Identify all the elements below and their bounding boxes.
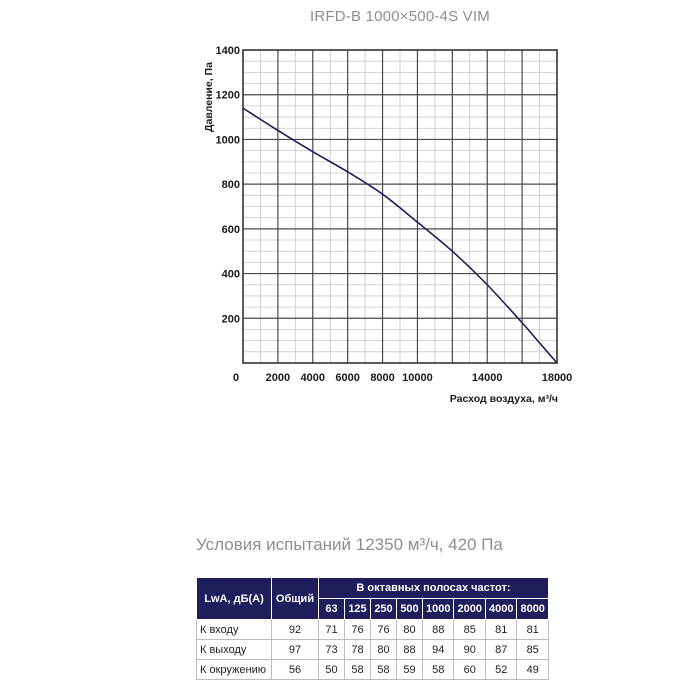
table-row [197, 660, 549, 680]
x-tick-label: 6000 [335, 372, 360, 384]
row-label: К входу [197, 620, 272, 640]
row-label: К окружению [197, 660, 272, 680]
header-total: Общий [272, 578, 319, 620]
table-row [197, 620, 549, 640]
header-lwa: LwA, дБ(А) [197, 578, 272, 620]
y-tick-label: 400 [221, 268, 240, 281]
table-row [197, 640, 549, 660]
frequency-header: 2000 [454, 599, 485, 620]
x-tick-label: 10000 [402, 372, 433, 384]
frequency-header: 63 [319, 599, 345, 620]
band-value: 80 [397, 620, 423, 640]
band-value: 87 [485, 640, 516, 660]
test-conditions: Условия испытаний 12350 м³/ч, 420 Па [196, 535, 503, 554]
y-tick-label: 200 [221, 313, 240, 326]
band-value: 50 [319, 660, 345, 680]
band-value: 88 [397, 640, 423, 660]
band-value: 58 [371, 660, 397, 680]
y-tick-label: 800 [221, 179, 240, 192]
band-value: 58 [423, 660, 454, 680]
chart-title: IRFD-B 1000×500-4S VIM [310, 8, 490, 25]
frequency-header: 8000 [517, 599, 548, 620]
row-label: К выходу [197, 640, 272, 660]
noise-table [196, 577, 549, 680]
x-tick-label: 2000 [265, 372, 291, 384]
frequency-header: 125 [345, 599, 371, 620]
row-total: 97 [272, 640, 319, 660]
row-total: 92 [272, 620, 319, 640]
band-value: 85 [517, 640, 548, 660]
x-axis-label: Расход воздуха, м³/ч [449, 393, 558, 405]
band-value: 78 [345, 640, 371, 660]
band-value: 90 [454, 640, 485, 660]
y-tick-label: 1200 [215, 89, 240, 102]
band-value: 59 [397, 660, 423, 680]
noise-table-header-row [197, 578, 549, 599]
band-value: 60 [454, 660, 485, 680]
y-tick-label: 600 [221, 223, 240, 236]
band-value: 81 [485, 620, 516, 640]
frequency-header: 4000 [485, 599, 516, 620]
band-value: 76 [345, 620, 371, 640]
noise-table-body [197, 620, 549, 680]
band-value: 49 [517, 660, 548, 680]
x-tick-label: 0 [232, 372, 240, 384]
x-tick-label: 18000 [541, 372, 573, 384]
x-tick-label: 4000 [300, 372, 326, 384]
header-bands: В октавных полосах частот: [319, 578, 549, 599]
band-value: 58 [345, 660, 371, 680]
row-total: 56 [272, 660, 319, 680]
band-value: 81 [517, 620, 548, 640]
x-tick-label: 8000 [370, 372, 395, 384]
y-tick-label: 1400 [215, 45, 240, 57]
frequency-header: 1000 [423, 599, 454, 620]
band-value: 94 [423, 640, 454, 660]
band-value: 71 [319, 620, 345, 640]
band-value: 80 [371, 640, 397, 660]
frequency-header: 500 [397, 599, 423, 620]
band-value: 73 [319, 640, 345, 660]
frequency-header: 250 [371, 599, 397, 620]
y-tick-label: 1000 [215, 134, 240, 147]
band-value: 76 [371, 620, 397, 640]
x-tick-label: 14000 [471, 372, 503, 384]
y-axis-label: Давление, Па [203, 62, 215, 132]
band-value: 85 [454, 620, 485, 640]
band-value: 88 [423, 620, 454, 640]
band-value: 52 [485, 660, 516, 680]
